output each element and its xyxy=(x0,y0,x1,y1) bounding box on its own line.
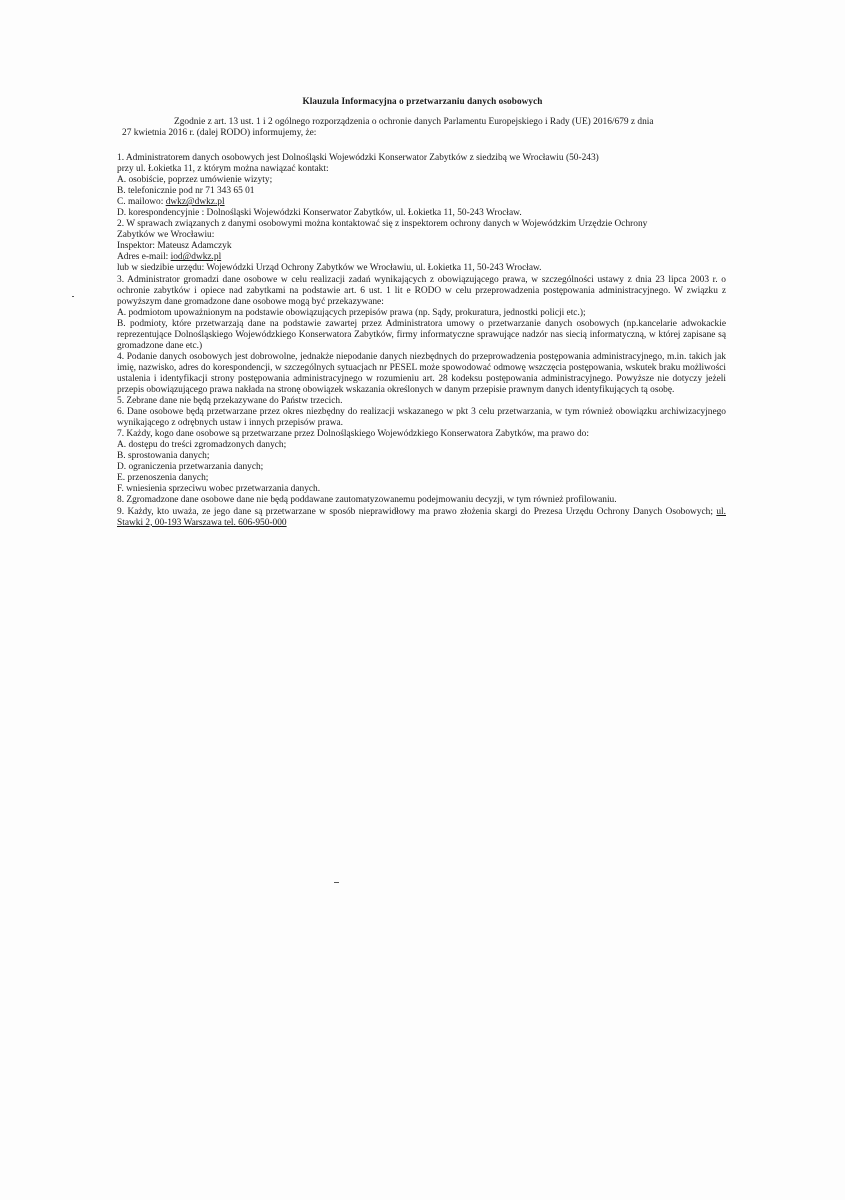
section-2-line-b: Zabytków we Wrocławiu: xyxy=(117,230,215,241)
section-7-item-e: E. przenoszenia danych; xyxy=(117,473,209,484)
section-9 xyxy=(117,507,726,529)
section-6: 6. Dane osobowe będą przetwarzane przez okres niezbędny do realizacji wskazanego w pkt 3 celu przetwarzania, w tym również obowiązku archiwizacyjnego wynikającego z odrębnych ustaw i innych przepisów prawa. xyxy=(117,407,726,429)
section-2-line-c: Inspektor: Mateusz Adamczyk xyxy=(117,241,232,252)
scan-mark xyxy=(334,882,339,883)
intro-line-2: 27 kwietnia 2016 r. (dalej RODO) informujemy, że: xyxy=(122,128,317,139)
section-3-item-b: B. podmioty, które przetwarzają dane na podstawie zawartej przez Administratora umowy o przetwarzanie danych osobowych (np.kancelarie adwokackie reprezentujące Dolnośląskiego Wojewódzkiego Konserwatora Zabytków, firmy informatyczne sprawujące nadzór nas siecią informatyczną, w której zapisane są gromadzone dane etc.) xyxy=(117,318,726,351)
section-7-item-b: B. sprostowania danych; xyxy=(117,451,210,462)
section-7-item-f: F. wniesienia sprzeciwu wobec przetwarzania danych. xyxy=(117,484,321,495)
document-title: Klauzula Informacyjna o przetwarzaniu danych osobowych xyxy=(302,96,543,106)
section-3: 3. Administrator gromadzi dane osobowe w celu realizacji zadań wynikających z obowiązującego prawa, w szczególności ustawy z dnia 23 lipca 2003 r. o ochronie zabytków i opiece nad zabytkami na podstawie art. 6 ust. 1 lit e RODO w celu przeprowadzenia postępowania administracyjnego. W związku z powyższym dane gromadzone dane osobowe mogą być przekazywane: xyxy=(117,274,726,307)
section-1-line-a: 1. Administratorem danych osobowych jest Dolnośląski Wojewódzki Konserwator Zabytków z siedzibą we Wrocławiu (50-243) xyxy=(117,153,599,163)
section-1-line-b: przy ul. Łokietka 11, z którym można nawiązać kontakt: xyxy=(117,164,329,175)
section-5: 5. Zebrane dane nie będą przekazywane do Państw trzecich. xyxy=(117,396,343,407)
section-1-line-d: B. telefonicznie pod nr 71 343 65 01 xyxy=(117,186,255,197)
section-2-line-e: lub w siedzibie urzędu: Wojewódzki Urząd Ochrony Zabytków we Wrocławiu, ul. Łokietka 11, 50-243 Wrocław. xyxy=(117,263,542,274)
section-2-line-a: 2. W sprawach związanych z danymi osobowymi można kontaktować się z inspektorem ochrony danych w Wojewódzkim Urzędzie Ochrony xyxy=(117,219,648,230)
uodo-address-link[interactable]: ul. Stawki 2, 00-193 Warszawa tel. 606-950-000 xyxy=(117,506,726,528)
section-4: 4. Podanie danych osobowych jest dobrowolne, jednakże niepodanie danych niezbędnych do przeprowadzenia postępowania administracyjnego, m.in. takich jak imię, nazwisko, adres do korespondencji, w szczególnych sytuacjach nr PESEL może spowodować odmowę wszczęcia postępowania, wskutek braku możliwości ustalenia i identyfikacji strony postępowania administracyjnego w rozumieniu art. 28 kodeksu postępowania administracyjnego. Powyższe nie dotyczy jeżeli przepis obowiązującego prawa nakłada na stronę obowiązek wskazania określonych w danym przepisie prawnym danych identyfikujących tą osobę. xyxy=(117,351,726,395)
email-link-dwkz[interactable]: dwkz@dwkz.pl xyxy=(165,197,225,208)
section-3-item-a: A. podmiotom upoważnionym na podstawie obowiązujących przepisów prawa (np. Sądy, prokuratura, jednostki policji etc.); xyxy=(117,307,586,318)
section-8: 8. Zgromadzone dane osobowe dane nie będą poddawane zautomatyzowanemu podejmowaniu decyzji, w tym również profilowaniu. xyxy=(117,495,617,506)
section-7-item-a: A. dostępu do treści zgromadzonych danych; xyxy=(117,440,287,451)
email-label: C. mailowo: xyxy=(117,197,166,208)
intro-paragraph xyxy=(120,117,728,139)
email-label: Adres e-mail: xyxy=(117,252,171,263)
section-1-line-e xyxy=(117,197,726,208)
scan-mark xyxy=(72,296,74,297)
document-body xyxy=(117,153,726,529)
section-2-line-d xyxy=(117,252,726,263)
section-1-line-f: D. korespondencyjnie : Dolnośląski Wojewódzki Konserwator Zabytków, ul. Łokietka 11, 50-243 Wrocław. xyxy=(117,208,522,219)
section-7: 7. Każdy, kogo dane osobowe są przetwarzane przez Dolnośląskiego Wojewódzkiego Konserwatora Zabytków, ma prawo do: xyxy=(117,429,589,440)
section-1-line-c: A. osobiście, poprzez umówienie wizyty; xyxy=(117,175,273,186)
intro-line-1: Zgodnie z art. 13 ust. 1 i 2 ogólnego rozporządzenia o ochronie danych Parlamentu Europejskiego i Rady (UE) 2016/679 z dnia xyxy=(174,117,654,127)
email-link-iod[interactable]: iod@dwkz.pl xyxy=(170,252,222,263)
section-7-item-d: D. ograniczenia przetwarzania danych; xyxy=(117,462,264,473)
section-9-text: 9. Każdy, kto uważa, ze jego dane są przetwarzane w sposób nieprawidłowy ma prawo złożenia skargi do Prezesa Urzędu Ochrony Danych Osobowych; xyxy=(117,506,717,517)
